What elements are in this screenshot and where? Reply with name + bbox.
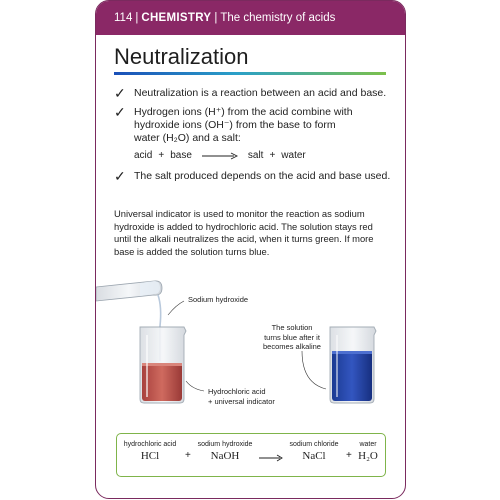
reaction-arrow-icon [259,454,283,462]
reaction-arrow-icon [202,152,238,160]
term-formula: NaCl [302,450,326,462]
check-list [114,87,394,189]
label-line: Hydrochloric acid [208,387,266,396]
checkmark-icon: ✓ [114,85,126,101]
eq-plus: + [269,150,276,161]
eq-salt: salt [247,150,264,161]
checkmark-icon: ✓ [114,168,126,184]
term-name: hydrochloric acid [123,441,177,448]
word-equation [134,149,394,162]
title-underline [114,72,386,75]
label-line: becomes alkaline [263,342,321,351]
label-line: turns blue after it [264,332,320,342]
hydrochloric-acid-label [208,387,275,406]
check-text-multi [134,106,353,145]
checkmark-icon: ✓ [114,104,126,120]
subject-label: CHEMISTRY [141,12,212,24]
header-separator-2: | [214,12,218,24]
section-label: The chemistry of acids [220,12,336,24]
check-text: Neutralization is a reaction between an acid and base. [134,87,387,99]
term-name: sodium hydroxide [197,441,253,448]
check-text: The salt produced depends on the acid and base used. [134,170,391,182]
check-item [114,87,394,100]
eq-acid: acid [134,150,153,161]
explanation-paragraph: Universal indicator is used to monitor the reaction as sodium hydroxide is added to hydrochloric acid. The solution stays red until the alkali neutralizes the acid, when it turns green. If more base is added the solution turns blue. [114,208,374,257]
test-tube-icon [96,281,162,301]
beaker-red-icon [140,327,186,403]
plus-sign: + [185,450,191,461]
term-formula: HCl [140,450,160,462]
check-item [114,106,394,145]
blue-solution-label [246,323,338,352]
eq-base: base [170,150,192,161]
term-naoh [193,440,257,463]
chemical-equation-box [116,433,386,477]
header-separator: | [135,12,139,24]
page-header [96,1,405,35]
label-line: + universal indicator [208,396,275,406]
sodium-hydroxide-label: Sodium hydroxide [188,295,249,304]
check-item [114,170,394,183]
term-formula: NaOH [210,450,240,462]
label-line: The solution [271,323,313,332]
eq-water: water [281,150,306,161]
check-text-line: water (H₂O) and a salt: [134,132,241,144]
check-text-line: Hydrogen ions (H⁺) from the acid combine with [134,106,353,118]
term-name: sodium chloride [289,441,339,448]
page-title: Neutralization [114,44,249,69]
term-formula: H₂O [358,450,378,462]
term-water [353,440,383,463]
page-card [95,0,406,499]
eq-plus: + [158,150,165,161]
plus-sign: + [346,450,352,461]
page-number: 114 [114,12,133,24]
check-text-line: hydroxide ions (OH⁻) from the base to form [134,119,336,131]
term-name: water [359,441,377,448]
term-nacl [283,440,345,463]
term-hcl [119,440,181,463]
